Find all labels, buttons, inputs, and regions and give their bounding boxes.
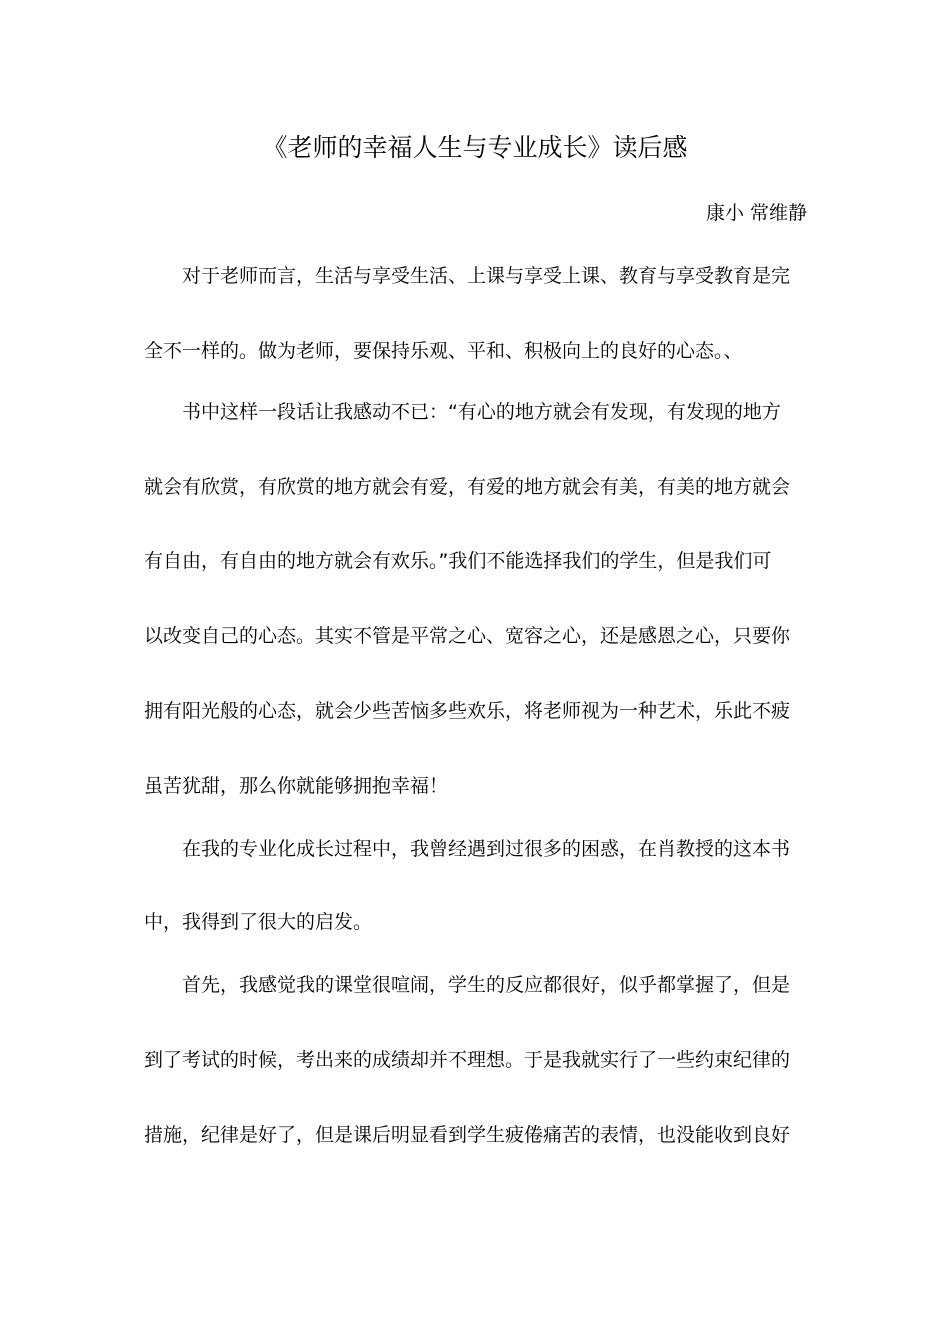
paragraph-line: 虽苦犹甜，那么你就能够拥抱幸福！: [144, 775, 449, 797]
paragraph-line: 对于老师而言，生活与享受生活、上课与享受上课、教育与享受教育是完: [182, 265, 791, 287]
paragraph-line: 有自由，有自由的地方就会有欢乐。”我们不能选择我们的学生，但是我们可: [144, 550, 772, 572]
author-line: 康小 常维静: [705, 202, 807, 224]
paragraph-line: 首先，我感觉我的课堂很喧闹，学生的反应都很好，似乎都掌握了，但是: [182, 974, 791, 996]
paragraph-line: 拥有阳光般的心态，就会少些苦恼多些欢乐，将老师视为一种艺术，乐此不疲: [144, 700, 791, 722]
paragraph-line: 全不一样的。做为老师，要保持乐观、平和、积极向上的良好的心态。、: [144, 340, 743, 362]
paragraph-line: 到了考试的时候，考出来的成绩却并不理想。于是我就实行了一些约束纪律的: [144, 1049, 791, 1071]
paragraph-line: 措施，纪律是好了，但是课后明显看到学生疲倦痛苦的表情，也没能收到良好: [144, 1124, 791, 1146]
paragraph-line: 在我的专业化成长过程中，我曾经遇到过很多的困惑，在肖教授的这本书: [182, 838, 791, 860]
paragraph-line: 书中这样一段话让我感动不已：“有心的地方就会有发现，有发现的地方: [182, 401, 781, 423]
paragraph-line: 就会有欣赏，有欣赏的地方就会有爱，有爱的地方就会有美，有美的地方就会: [144, 476, 791, 498]
paragraph-line: 以改变自己的心态。其实不管是平常之心、宽容之心，还是感恩之心，只要你: [144, 625, 791, 647]
paragraph-line: 中，我得到了很大的启发。: [144, 911, 373, 933]
document-title: 《老师的幸福人生与专业成长》读后感: [262, 133, 688, 162]
